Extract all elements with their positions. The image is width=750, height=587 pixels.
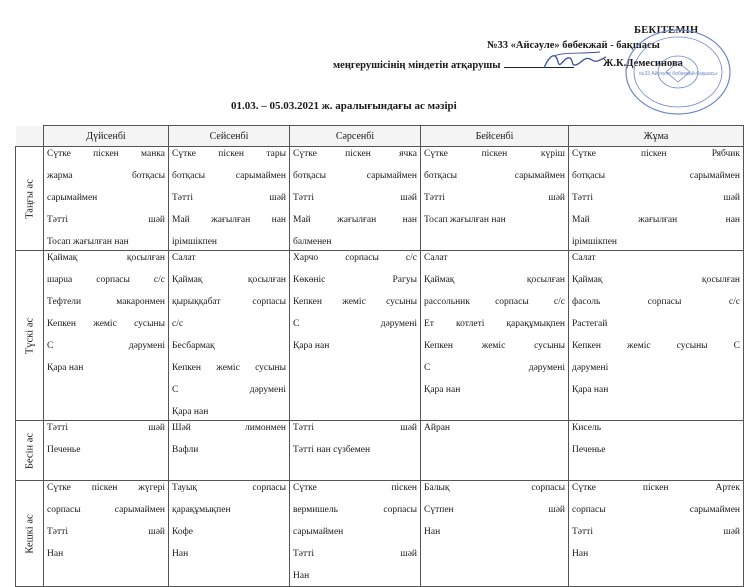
signature-icon: [540, 48, 610, 74]
dish-line: жарма ботқасы: [47, 171, 165, 181]
menu-cell: [169, 421, 290, 481]
menu-cell: [169, 481, 290, 587]
dish-line: дәрумені: [572, 363, 609, 373]
dish-line: Тәтті нан сүзбемен: [293, 445, 371, 455]
dish-line: Печенье: [572, 445, 606, 455]
menu-cell: [169, 251, 290, 421]
dish-line: Қара нан: [47, 363, 84, 373]
dish-line: Кепкен жеміс сусыны: [47, 319, 165, 329]
approval-heading: БЕКІТЕМІН: [634, 25, 699, 36]
menu-cell: [569, 251, 744, 421]
dish-line: С дәрумені: [424, 363, 565, 373]
meal-label: Бесін ас: [24, 432, 35, 469]
day-header: Сәрсенбі: [290, 126, 421, 147]
head-role-line: [333, 58, 575, 72]
dish-line: Көкөніс Рагуы: [293, 275, 417, 285]
dish-line: Тәтті шәй: [293, 423, 417, 433]
dish-line: Бесбармақ: [172, 341, 215, 351]
meal-row: [16, 147, 744, 251]
menu-cell: [421, 481, 569, 587]
dish-line: Айран: [424, 423, 450, 433]
dish-line: Кепкен жеміс сусыны: [172, 363, 286, 373]
dish-line: Тосап жағылған нан: [47, 237, 129, 247]
dish-line: Тәтті шәй: [172, 193, 286, 203]
dish-line: с/с: [172, 319, 184, 329]
meal-label: Таңғы ас: [24, 178, 35, 219]
menu-cell: [569, 481, 744, 587]
menu-cell: [290, 481, 421, 587]
dish-line: фасоль сорпасы с/с: [572, 297, 740, 307]
dish-line: қарақұмықпен: [172, 505, 231, 515]
dish-line: Нан: [293, 571, 310, 581]
dish-line: Сүтке піскен тары: [172, 149, 286, 159]
dish-line: Тәтті шәй: [293, 193, 417, 203]
dish-line: сарымаймен: [293, 527, 344, 537]
dish-line: Май жағылған нан: [572, 215, 740, 225]
dish-line: Нан: [572, 549, 589, 559]
menu-cell: [169, 147, 290, 251]
dish-line: Қара нан: [572, 385, 609, 395]
official-stamp-icon: [616, 20, 734, 118]
menu-title: 01.03. – 05.03.2021 ж. аралығындағы ас мәзірі: [231, 100, 457, 112]
menu-table: [15, 125, 744, 587]
kindergarten-name: №33 «Айсәуле» бөбекжай - бақшасы: [487, 40, 660, 51]
dish-line: Қаймақ қосылған: [172, 275, 286, 285]
menu-cell: [290, 147, 421, 251]
menu-cell: [569, 421, 744, 481]
dish-line: Сүтке піскен манка: [47, 149, 165, 159]
meal-row: [16, 481, 744, 587]
dish-line: Тосап жағылған нан: [424, 215, 506, 225]
days-header-row: [16, 126, 744, 147]
dish-line: С дәрумені: [293, 319, 417, 329]
dish-line: Салат: [572, 253, 596, 263]
header-corner: [16, 126, 44, 147]
meal-label-cell: [16, 251, 44, 421]
meal-label-cell: [16, 481, 44, 587]
dish-line: қырыққабат сорпасы: [172, 297, 286, 307]
meal-label-cell: [16, 147, 44, 251]
menu-cell: [421, 251, 569, 421]
dish-line: ірімшікпен: [572, 237, 617, 247]
menu-cell: [44, 251, 169, 421]
dish-line: Сүтке піскен күріш: [424, 149, 565, 159]
dish-line: Печенье: [47, 445, 81, 455]
dish-line: Харчо сорпасы с/с: [293, 253, 417, 263]
dish-line: ботқасы сарымаймен: [572, 171, 740, 181]
dish-line: сорпасы сарымаймен: [572, 505, 740, 515]
day-header: Дүйсенбі: [44, 126, 169, 147]
dish-line: Кофе: [172, 527, 193, 537]
dish-line: Кисель: [572, 423, 602, 433]
dish-line: Балық сорпасы: [424, 483, 565, 493]
dish-line: сорпасы сарымаймен: [47, 505, 165, 515]
dish-line: Сүтке піскен Рябчик: [572, 149, 740, 159]
dish-line: Тәтті шәй: [293, 549, 417, 559]
dish-line: Қара нан: [172, 407, 209, 417]
meal-row: [16, 251, 744, 421]
menu-cell: [421, 147, 569, 251]
dish-line: ботқасы сарымаймен: [424, 171, 565, 181]
dish-line: балменен: [293, 237, 332, 247]
meal-label-cell: [16, 421, 44, 481]
dish-line: Кепкен жеміс сусыны С: [572, 341, 740, 351]
dish-line: Сүтке піскен ячка: [293, 149, 417, 159]
dish-line: Май жағылған нан: [172, 215, 286, 225]
dish-line: С дәрумені: [47, 341, 165, 351]
menu-cell: [569, 147, 744, 251]
dish-line: сарымаймен: [47, 193, 98, 203]
svg-text:№33 Айсәуле бөбекжай-бақшасы: №33 Айсәуле бөбекжай-бақшасы: [639, 71, 717, 77]
dish-line: Нан: [424, 527, 441, 537]
dish-line: Қаймақ қосылған: [572, 275, 740, 285]
dish-line: Тәтті шәй: [572, 527, 740, 537]
dish-line: ботқасы сарымаймен: [172, 171, 286, 181]
day-header: Жұма: [569, 126, 744, 147]
dish-line: Май жағылған нан: [293, 215, 417, 225]
menu-cell: [44, 481, 169, 587]
dish-line: Кепкен жеміс сусыны: [424, 341, 565, 351]
dish-line: ботқасы сарымаймен: [293, 171, 417, 181]
dish-line: рассольник сорпасы с/с: [424, 297, 565, 307]
day-header: Сейсенбі: [169, 126, 290, 147]
meal-label: Кешкі ас: [24, 513, 35, 554]
dish-line: Растегай: [572, 319, 608, 329]
dish-line: Вафли: [172, 445, 199, 455]
menu-cell: [44, 147, 169, 251]
dish-line: Қара нан: [293, 341, 330, 351]
dish-line: Нан: [172, 549, 189, 559]
menu-cell: [290, 421, 421, 481]
meal-label: Түскі ас: [24, 317, 35, 354]
dish-line: Ет котлеті қарақұмықпен: [424, 319, 565, 329]
dish-line: Тәтті шәй: [47, 527, 165, 537]
head-role: меңгерушісінің міндетін атқарушы: [333, 60, 501, 71]
menu-cell: [290, 251, 421, 421]
dish-line: Қара нан: [424, 385, 461, 395]
dish-line: Кепкен жеміс сусыны: [293, 297, 417, 307]
dish-line: Тәтті шәй: [572, 193, 740, 203]
dish-line: ірімшікпен: [172, 237, 217, 247]
dish-line: шарua сорпасы с/с: [47, 275, 165, 285]
menu-cell: [44, 421, 169, 481]
dish-line: Сүтке піскен: [293, 483, 417, 493]
dish-line: Тауық сорпасы: [172, 483, 286, 493]
day-header: Бейсенбі: [421, 126, 569, 147]
dish-line: Тәтті шәй: [47, 215, 165, 225]
dish-line: Шәй лимонмен: [172, 423, 286, 433]
dish-line: Қаймақ қосылған: [47, 253, 165, 263]
dish-line: Сүтке піскен жүгері: [47, 483, 165, 493]
dish-line: Тефтели макаронмен: [47, 297, 165, 307]
dish-line: Сүтке піскен Артек: [572, 483, 740, 493]
dish-line: С дәрумені: [172, 385, 286, 395]
dish-line: Нан: [47, 549, 64, 559]
dish-line: Тәтті шәй: [47, 423, 165, 433]
dish-line: Қаймақ қосылған: [424, 275, 565, 285]
dish-line: Сүтпен шәй: [424, 505, 565, 515]
dish-line: Тәтті шәй: [424, 193, 565, 203]
head-name: Ж.К.Демесинова: [603, 58, 683, 69]
dish-line: Салат: [424, 253, 448, 263]
meal-row: [16, 421, 744, 481]
dish-line: вермишель сорпасы: [293, 505, 417, 515]
dish-line: Салат: [172, 253, 196, 263]
menu-cell: [421, 421, 569, 481]
